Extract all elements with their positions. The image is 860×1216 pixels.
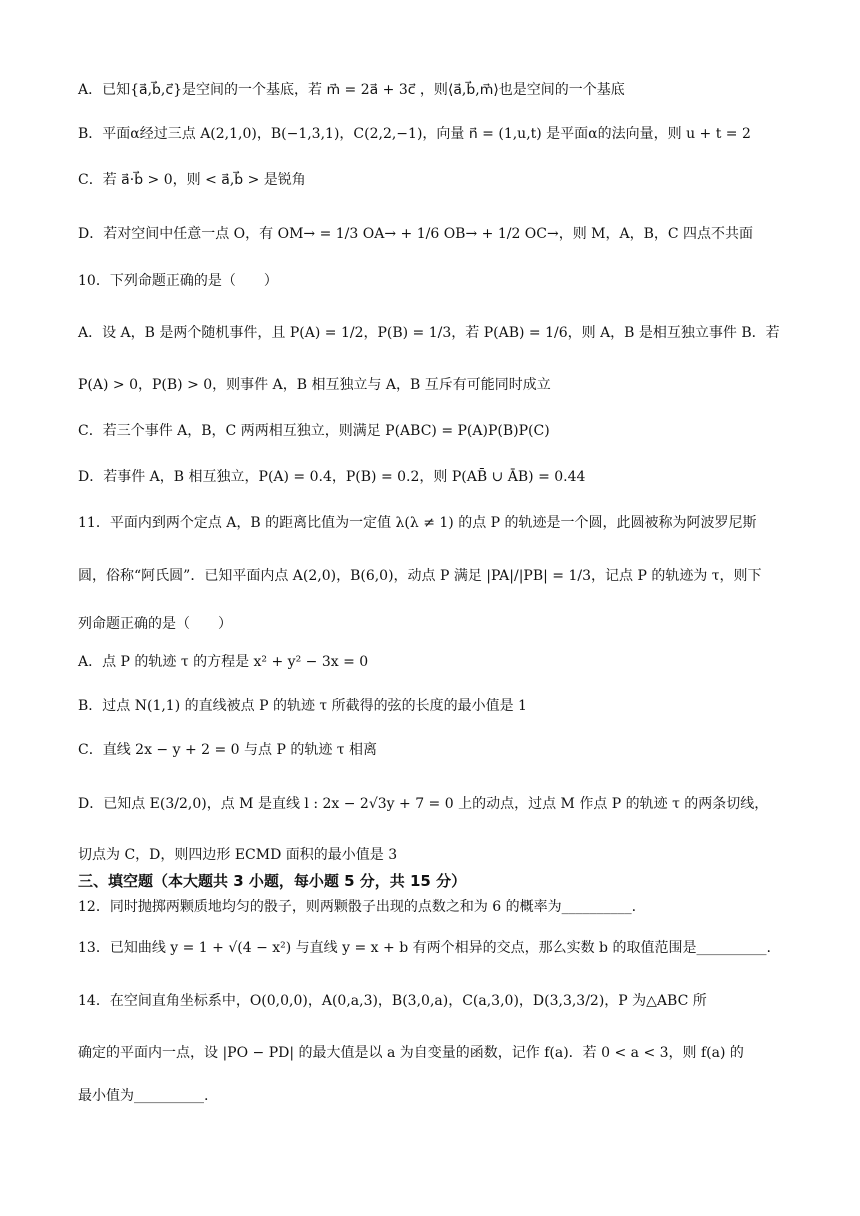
- q9-option-a: A．已知{a⃗,b⃗,c⃗}是空间的一个基底，若 m⃗ = 2a⃗ + 3c⃗ ，则⟨a⃗,b⃗,m⃗⟩也是空间的一个基底: [78, 82, 625, 98]
- q9-option-d: D．若对空间中任意一点 O，有 OM→ = 1/3 OA→ + 1/6 OB→ + 1/2 OC→，则 M，A，B，C 四点不共面: [78, 226, 754, 242]
- q11-option-d-cont: 切点为 C，D，则四边形 ECMD 面积的最小值是 3: [78, 847, 398, 863]
- section-heading-fill-in: 三、填空题（本大题共 3 小题，每小题 5 分，共 15 分）: [78, 872, 467, 890]
- q10-stem: 10．下列命题正确的是（ ）: [78, 273, 278, 289]
- q9-option-b: B．平面α经过三点 A(2,1,0)，B(−1,3,1)，C(2,2,−1)，向量 n⃗ = (1,u,t) 是平面α的法向量，则 u + t = 2: [78, 126, 751, 142]
- q10-option-c: C．若三个事件 A，B，C 两两相互独立，则满足 P(ABC) = P(A)P(B)P(C): [78, 423, 550, 439]
- q11-stem-line-2: 圆，俗称“阿氏圆”．已知平面内点 A(2,0)，B(6,0)，动点 P 满足 |PA|/|PB| = 1/3，记点 P 的轨迹为 τ，则下: [78, 568, 762, 584]
- q11-option-d: D．已知点 E(3/2,0)，点 M 是直线 l : 2x − 2√3y + 7 = 0 上的动点，过点 M 作点 P 的轨迹 τ 的两条切线，: [78, 796, 769, 812]
- q11-option-c: C．直线 2x − y + 2 = 0 与点 P 的轨迹 τ 相离: [78, 742, 377, 758]
- q11-option-a: A．点 P 的轨迹 τ 的方程是 x² + y² − 3x = 0: [78, 654, 369, 670]
- q10-option-a: A．设 A，B 是两个随机事件，且 P(A) = 1/2，P(B) = 1/3，若 P(AB) = 1/6，则 A，B 是相互独立事件 B．若: [78, 325, 780, 341]
- q13: 13．已知曲线 y = 1 + √(4 − x²) 与直线 y = x + b 有两个相异的交点，那么实数 b 的取值范围是__________.: [78, 940, 771, 956]
- q11-stem-line-1: 11．平面内到两个定点 A，B 的距离比值为一定值 λ(λ ≠ 1) 的点 P 的轨迹是一个圆，此圆被称为阿波罗尼斯: [78, 515, 757, 531]
- q11-option-b: B．过点 N(1,1) 的直线被点 P 的轨迹 τ 所截得的弦的长度的最小值是 1: [78, 698, 527, 714]
- q14-line-3: 最小值为__________.: [78, 1088, 209, 1104]
- q14-line-1: 14．在空间直角坐标系中，O(0,0,0)，A(0,a,3)，B(3,0,a)，C(a,3,0)，D(3,3,3/2)，P 为△ABC 所: [78, 993, 707, 1009]
- q9-option-c: C．若 a⃗·b⃗ > 0，则 < a⃗,b⃗ > 是锐角: [78, 172, 306, 188]
- q10-option-d: D．若事件 A，B 相互独立，P(A) = 0.4，P(B) = 0.2，则 P(AB̄ ∪ ĀB) = 0.44: [78, 469, 586, 485]
- q11-stem-line-3: 列命题正确的是（ ）: [78, 616, 232, 632]
- q12: 12．同时抛掷两颗质地均匀的骰子，则两颗骰子出现的点数之和为 6 的概率为__________.: [78, 899, 637, 915]
- q10-option-b: P(A) > 0，P(B) > 0，则事件 A，B 相互独立与 A，B 互斥有可能同时成立: [78, 377, 551, 393]
- q14-line-2: 确定的平面内一点，设 |PO − PD| 的最大值是以 a 为自变量的函数，记作 f(a)．若 0 < a < 3，则 f(a) 的: [78, 1045, 744, 1061]
